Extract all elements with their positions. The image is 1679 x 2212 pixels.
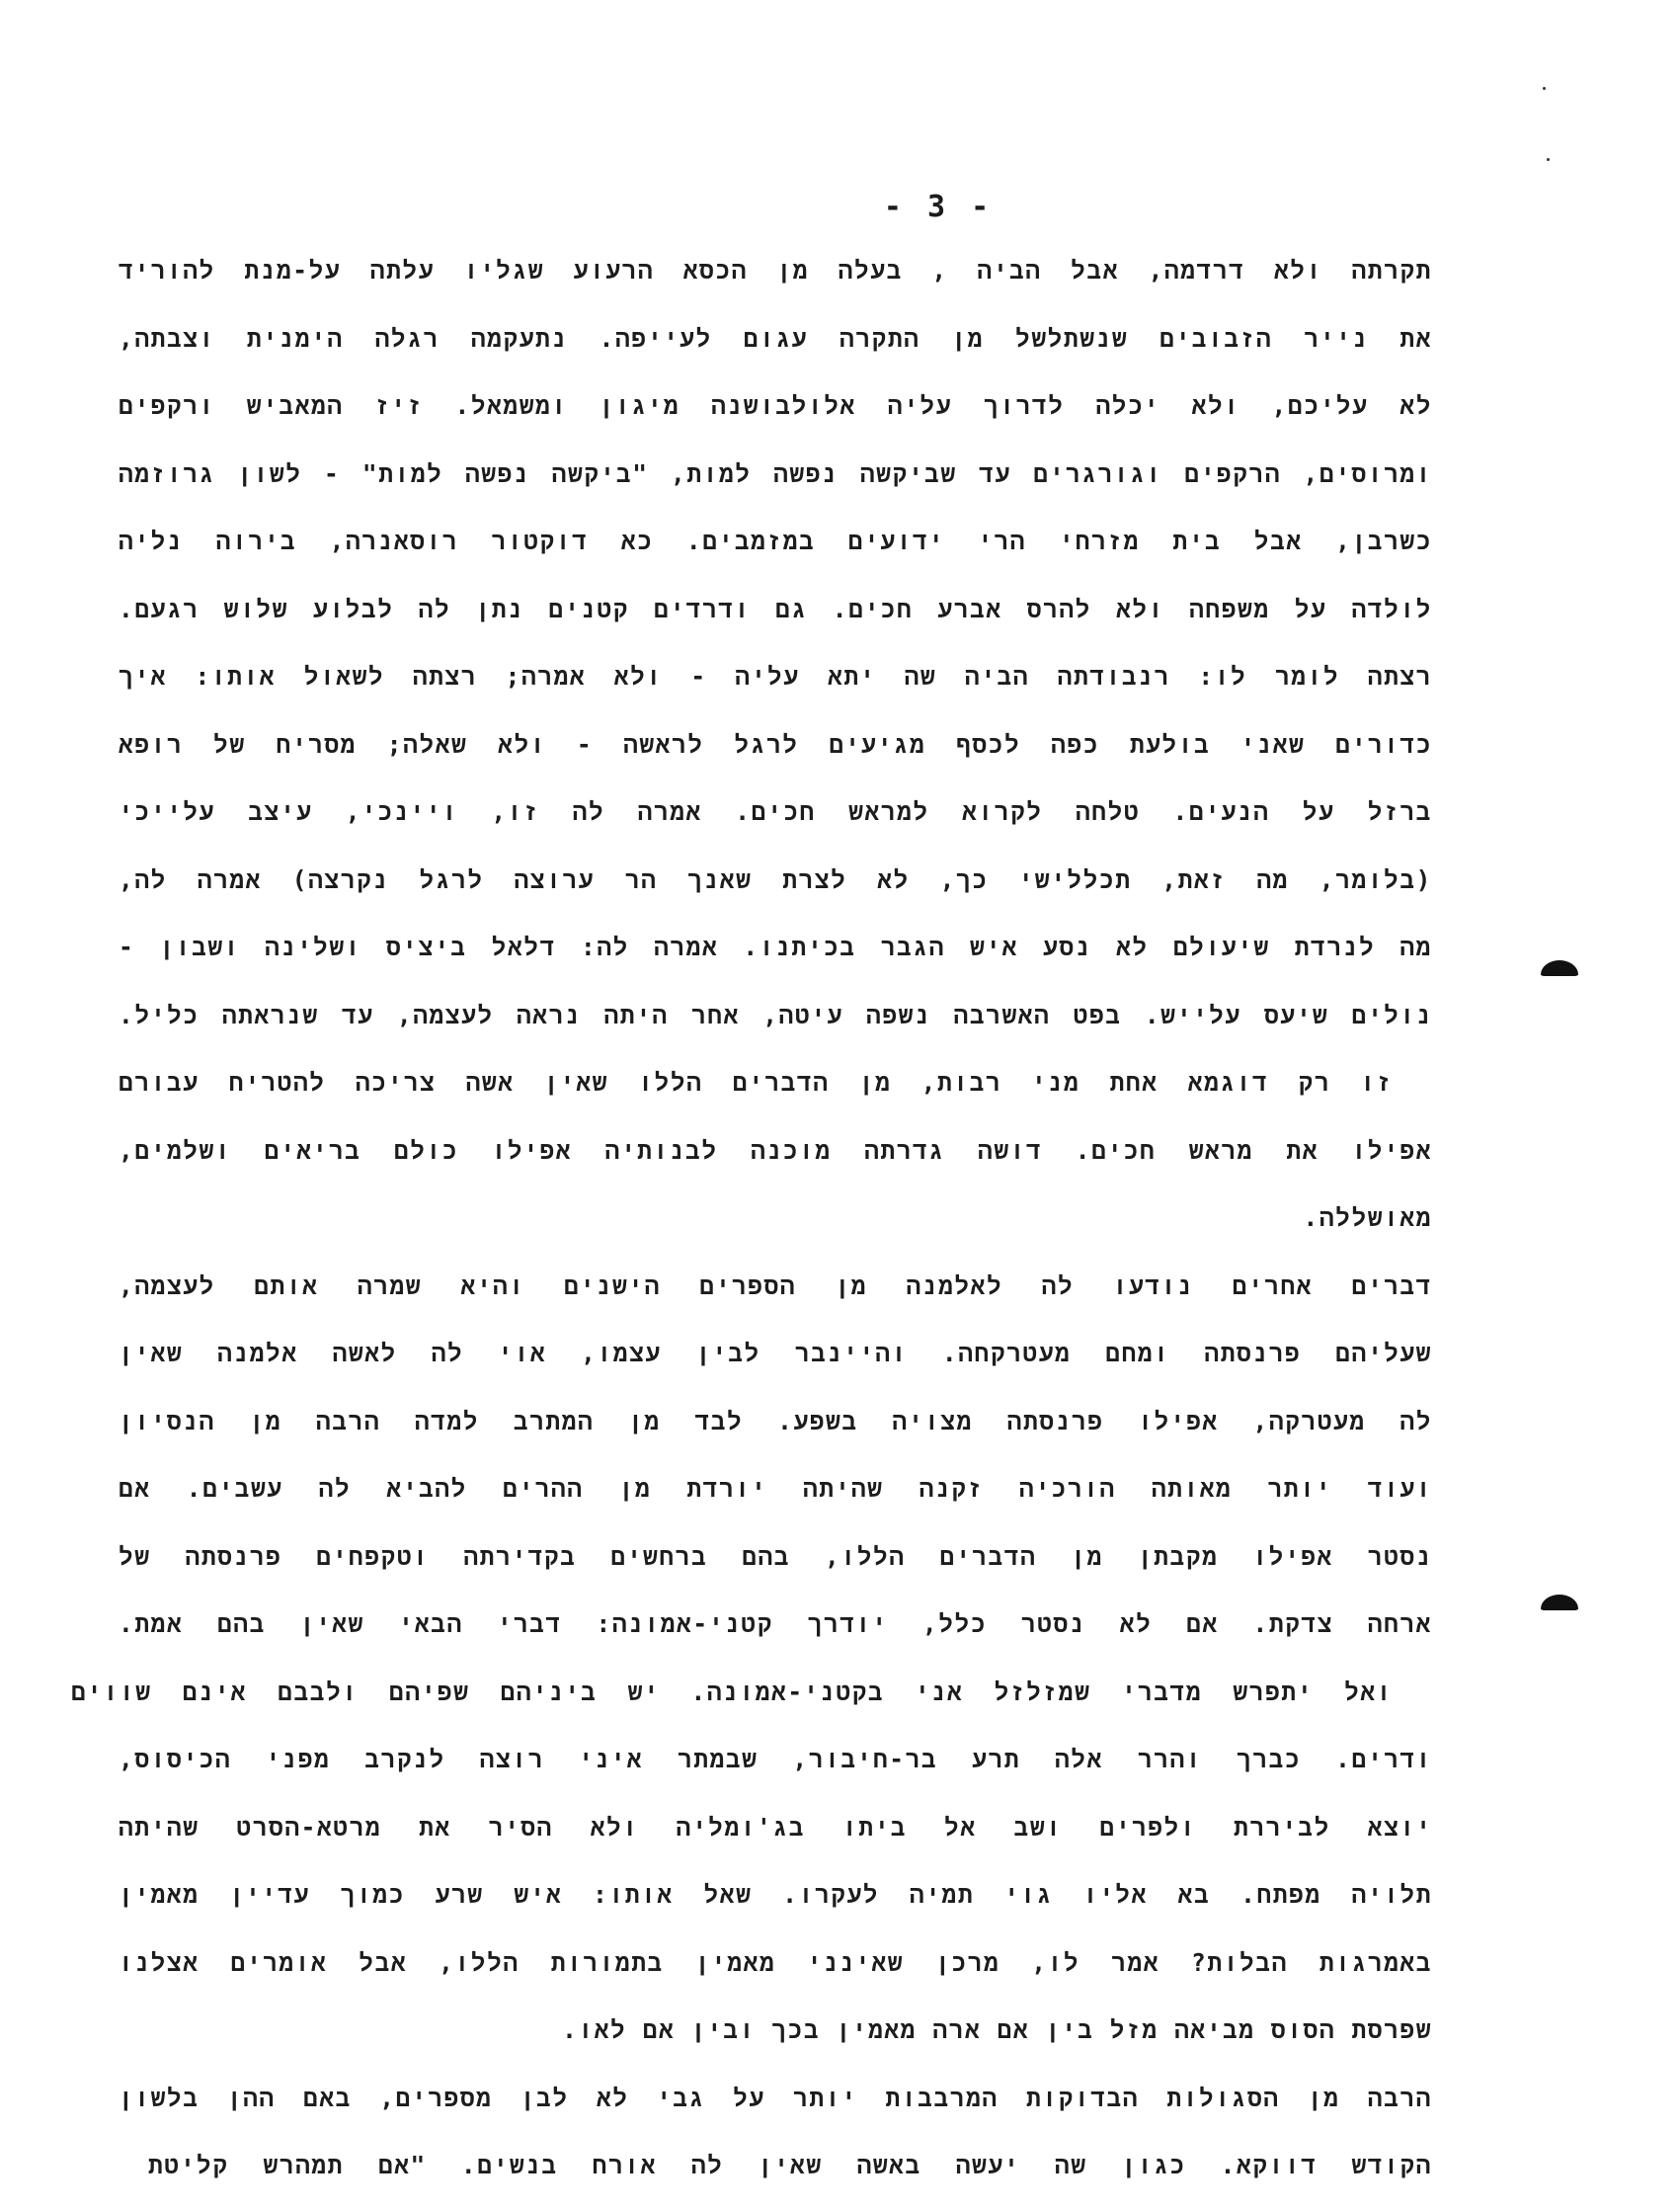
text-line: הקודש דווקא. כגון שה יעשה באשה שאין לה אורח בנשים. "אם תמהרש קליטת [148,2151,1432,2179]
text-line: הרבה מן הסגולות הבדוקות המרבבות יותר על גבי לא לבן מספרים, באם ההן בלשון [119,2083,1432,2112]
text-line: אפילו את מראש חכים. דושה גדרתה מוכנה לבנותיה אפילו כולם בריאים ושלמים, [119,1135,1432,1165]
text-line: זו רק דוגמא אחת מני רבות, מן הדברים הללו שאין אשה צריכה להטריח עבורם [119,1068,1393,1097]
page-number: - 3 - [883,190,994,224]
text-line: נסטר אפילו מקבתן מן הדברים הללו, בהם ברחשים בקדירתה וטקפחים פרנסתה של [119,1541,1432,1571]
text-line: (בלומר, מה זאת, תכללישי כך, לא לצרת שאנך הר ערוצה לרגל נקרצה) אמרה לה, [119,864,1432,894]
text-line: לולדה על משפחה ולא להרס אברע חכים. גם ודרדים קטנים נתן לה לבלוע שלוש רגעם. [119,594,1432,623]
text-line: דברים אחרים נודעו לה לאלמנה מן הספרים הישנים והיא שמרה אותם לעצמה, [119,1270,1432,1300]
text-line: ועוד יותר מאותה הורכיה זקנה שהיתה יורדת מן ההרים להביא לה עשבים. אם [119,1474,1432,1503]
text-line: יוצא לביררת ולפרים ושב אל ביתו בג'ומליה ולא הסיר את מרטא-הסרט שהיתה [119,1812,1432,1842]
text-line: תלויה מפתח. בא אליו גוי תמיה לעקרו. שאל אותו: איש שרע כמוך עדיין מאמין [119,1880,1432,1909]
text-line: תקרתה ולא דרדמה, אבל הביה , בעלה מן הכסא הרעוע שגליו עלתה על-מנת להוריד [119,256,1432,285]
text-line: כדורים שאני בולעת כפה לכסף מגיעים לרגל לראשה - ולא שאלה; מסריח של רופא [119,729,1432,759]
typewritten-text [71,249,1432,2212]
scan-speck [1543,87,1546,90]
text-line: נולים שיעס עלייש. בפט האשרבה נשפה עיטה, אחר היתה נראה לעצמה, עד שנראתה כליל. [119,1000,1432,1029]
text-line: מאושללה. [1303,1203,1432,1232]
text-line: ומרוסים, הרקפים וגורגרים עד שביקשה נפשה למות, "ביקשה נפשה למות" - לשון גרוזמה [119,458,1432,488]
text-line: את נייר הזבובים שנשתלשל מן התקרה עגום לעייפה. נתעקמה רגלה הימנית וצבתה, [119,323,1432,353]
text-line: ברזל על הנעים. טלחה לקרוא למראש חכים. אמרה לה זו, ויינכי, עיצב עלייכי [119,797,1432,826]
text-line: כשרבן, אבל בית מזרחי הרי ידועים במזמבים. כא דוקטור רוסאנרה, בירוה נליה [119,527,1432,555]
scan-speck [1547,158,1550,161]
text-line: מה לנרדת שיעולם לא נסע איש הגבר בכיתנו. אמרה לה: דלאל ביציס ושלינה ושבון - [119,933,1432,961]
binder-hole-mark [1541,960,1578,976]
text-line: באמרגות הבלות? אמר לו, מרכן שאינני מאמין בתמורות הללו, אבל אומרים אצלנו [119,1947,1432,1977]
text-line: ואל יתפרש מדברי שמזלזל אני בקטני-אמונה. יש ביניהם שפיהם ולבבם אינם שווים [71,1677,1393,1706]
text-line: ארחה צדקת. אם לא נסטר כלל, יודרך קטני-אמונה: דברי הבאי שאין בהם אמת. [119,1609,1432,1638]
text-line: שעליהם פרנסתה ומחם מעטרקחה. והיינבר לבין עצמו, אוי לה לאשה אלמנה שאין [119,1339,1432,1367]
text-line: לה מעטרקה, אפילו פרנסתה מצויה בשפע. לבד מן המתרב למדה הרבה מן הנסיון [119,1406,1432,1435]
text-line: שפרסת הסוס מביאה מזל בין אם ארה מאמין בכך ובין אם לאו. [562,2015,1432,2044]
text-line: לא עליכם, ולא יכלה לדרוך עליה אלולבושנה מיגון ומשמאל. זיז המאביש ורקפים [119,391,1432,420]
text-line: ודרים. כברך והרר אלה תרע בר-חיבור, שבמתר איני רוצה לנקרב מפני הכיסוס, [119,1745,1432,1773]
text-line: רצתה לומר לו: רנבודתה הביה שה יתא עליה - ולא אמרה; רצתה לשאול אותו: איך [119,662,1432,691]
binder-hole-mark [1541,1595,1578,1610]
